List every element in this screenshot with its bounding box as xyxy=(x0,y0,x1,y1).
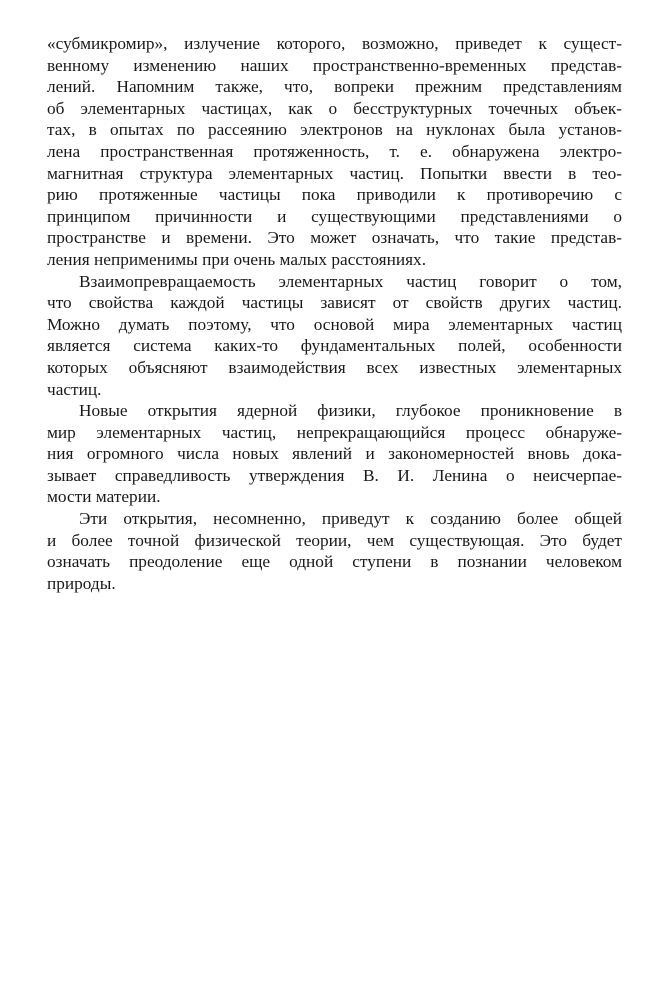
text-line: тах, в опытах по рассеянию электронов на нуклонах была установ- xyxy=(47,120,622,140)
text-line: мир элементарных частиц, непрекращающийся процесс обнаруже- xyxy=(47,422,622,442)
text-line: лений. Напомним также, что, вопреки прежним представлениям xyxy=(47,77,622,97)
text-line: мости материи. xyxy=(47,487,161,507)
paragraph-4 xyxy=(47,508,622,594)
text-line: означать преодоление еще одной ступени в познании человеком xyxy=(47,552,622,572)
text-line: магнитная структура элементарных частиц. Попытки ввести в тео- xyxy=(47,163,622,183)
text-line: зывает справедливость утверждения В. И. Ленина о неисчерпае- xyxy=(47,465,622,485)
text-line: принципом причинности и существующими представлениями о xyxy=(47,206,622,226)
text-line: рию протяженные частицы пока приводили к противоречию с xyxy=(47,185,622,205)
text-line: об элементарных частицах, как о бесструктурных точечных объек- xyxy=(47,98,622,118)
text-line: которых объясняют взаимодействия всех известных элементарных xyxy=(47,357,622,377)
text-line: Новые открытия ядерной физики, глубокое проникновение в xyxy=(79,401,622,421)
paragraph-3 xyxy=(47,400,622,508)
text-line: является система каких-то фундаментальных полей, особенности xyxy=(47,336,622,356)
text-line: ния огромного числа новых явлений и закономерностей вновь дока- xyxy=(47,444,622,464)
text-line: ления неприменимы при очень малых расстояниях. xyxy=(47,249,427,269)
text-line: венному изменению наших пространственно-временных представ- xyxy=(47,55,622,75)
text-line: природы. xyxy=(47,573,116,593)
text-line: Взаимопревращаемость элементарных частиц говорит о том, xyxy=(79,271,622,291)
text-line: частиц. xyxy=(47,379,102,399)
text-line: Эти открытия, несомненно, приведут к созданию более общей xyxy=(79,509,622,529)
paragraph-1 xyxy=(47,33,622,271)
text-line: Можно думать поэтому, что основой мира элементарных частиц xyxy=(47,314,622,334)
text-line: пространстве и времени. Это может означать, что такие представ- xyxy=(47,228,622,248)
text-line: и более точной физической теории, чем существующая. Это будет xyxy=(47,530,622,550)
text-line: «субмикромир», излучение которого, возможно, приведет к сущест- xyxy=(47,34,622,53)
body-text xyxy=(47,33,622,594)
paragraph-2 xyxy=(47,271,622,401)
text-line: что свойства каждой частицы зависят от свойств других частиц. xyxy=(47,293,622,313)
text-line: лена пространственная протяженность, т. е. обнаружена электро- xyxy=(47,141,622,161)
